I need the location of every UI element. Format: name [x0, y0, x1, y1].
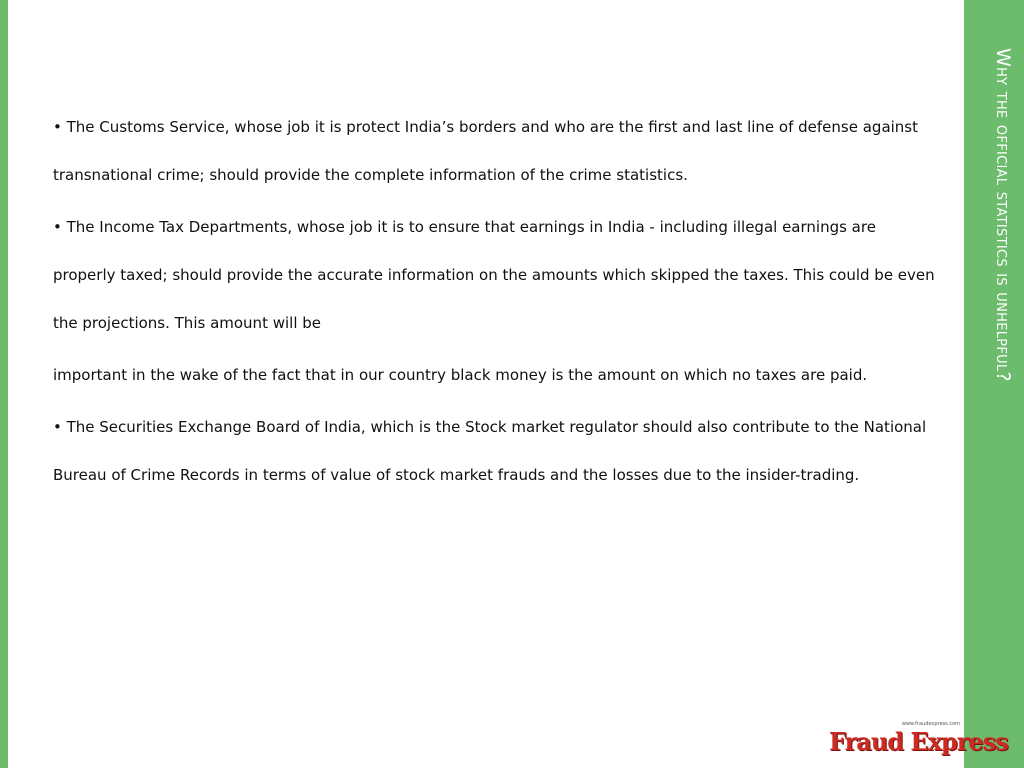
slide-title: Why the official statistics is unhelpful?: [992, 48, 1014, 382]
paragraph-income-tax: • The Income Tax Departments, whose job it is to ensure that earnings in India - including illegal earnings are properly taxed; should provide the accurate information on the amounts which skipped the taxes. This could be even the projections. This amount will be: [53, 218, 935, 332]
paragraph-black-money: important in the wake of the fact that in our country black money is the amount on which no taxes are paid.: [53, 366, 868, 384]
title-sidebar: [964, 0, 1024, 768]
slide-body: [53, 103, 943, 503]
fraud-express-logo: [826, 718, 1008, 760]
logo-text: Fraud Express: [829, 727, 1008, 756]
logo-url: www.fraudexpress.com: [901, 721, 960, 727]
left-accent-bar: [0, 0, 8, 768]
paragraph-customs: • The Customs Service, whose job it is protect India’s borders and who are the first and last line of defense against transnational crime; should provide the complete information of the crime statistics.: [53, 118, 919, 184]
paragraph-sebi: • The Securities Exchange Board of India, which is the Stock market regulator should also contribute to the National Bureau of Crime Records in terms of value of stock market frauds and the losses due to the insider-trading.: [53, 418, 927, 484]
